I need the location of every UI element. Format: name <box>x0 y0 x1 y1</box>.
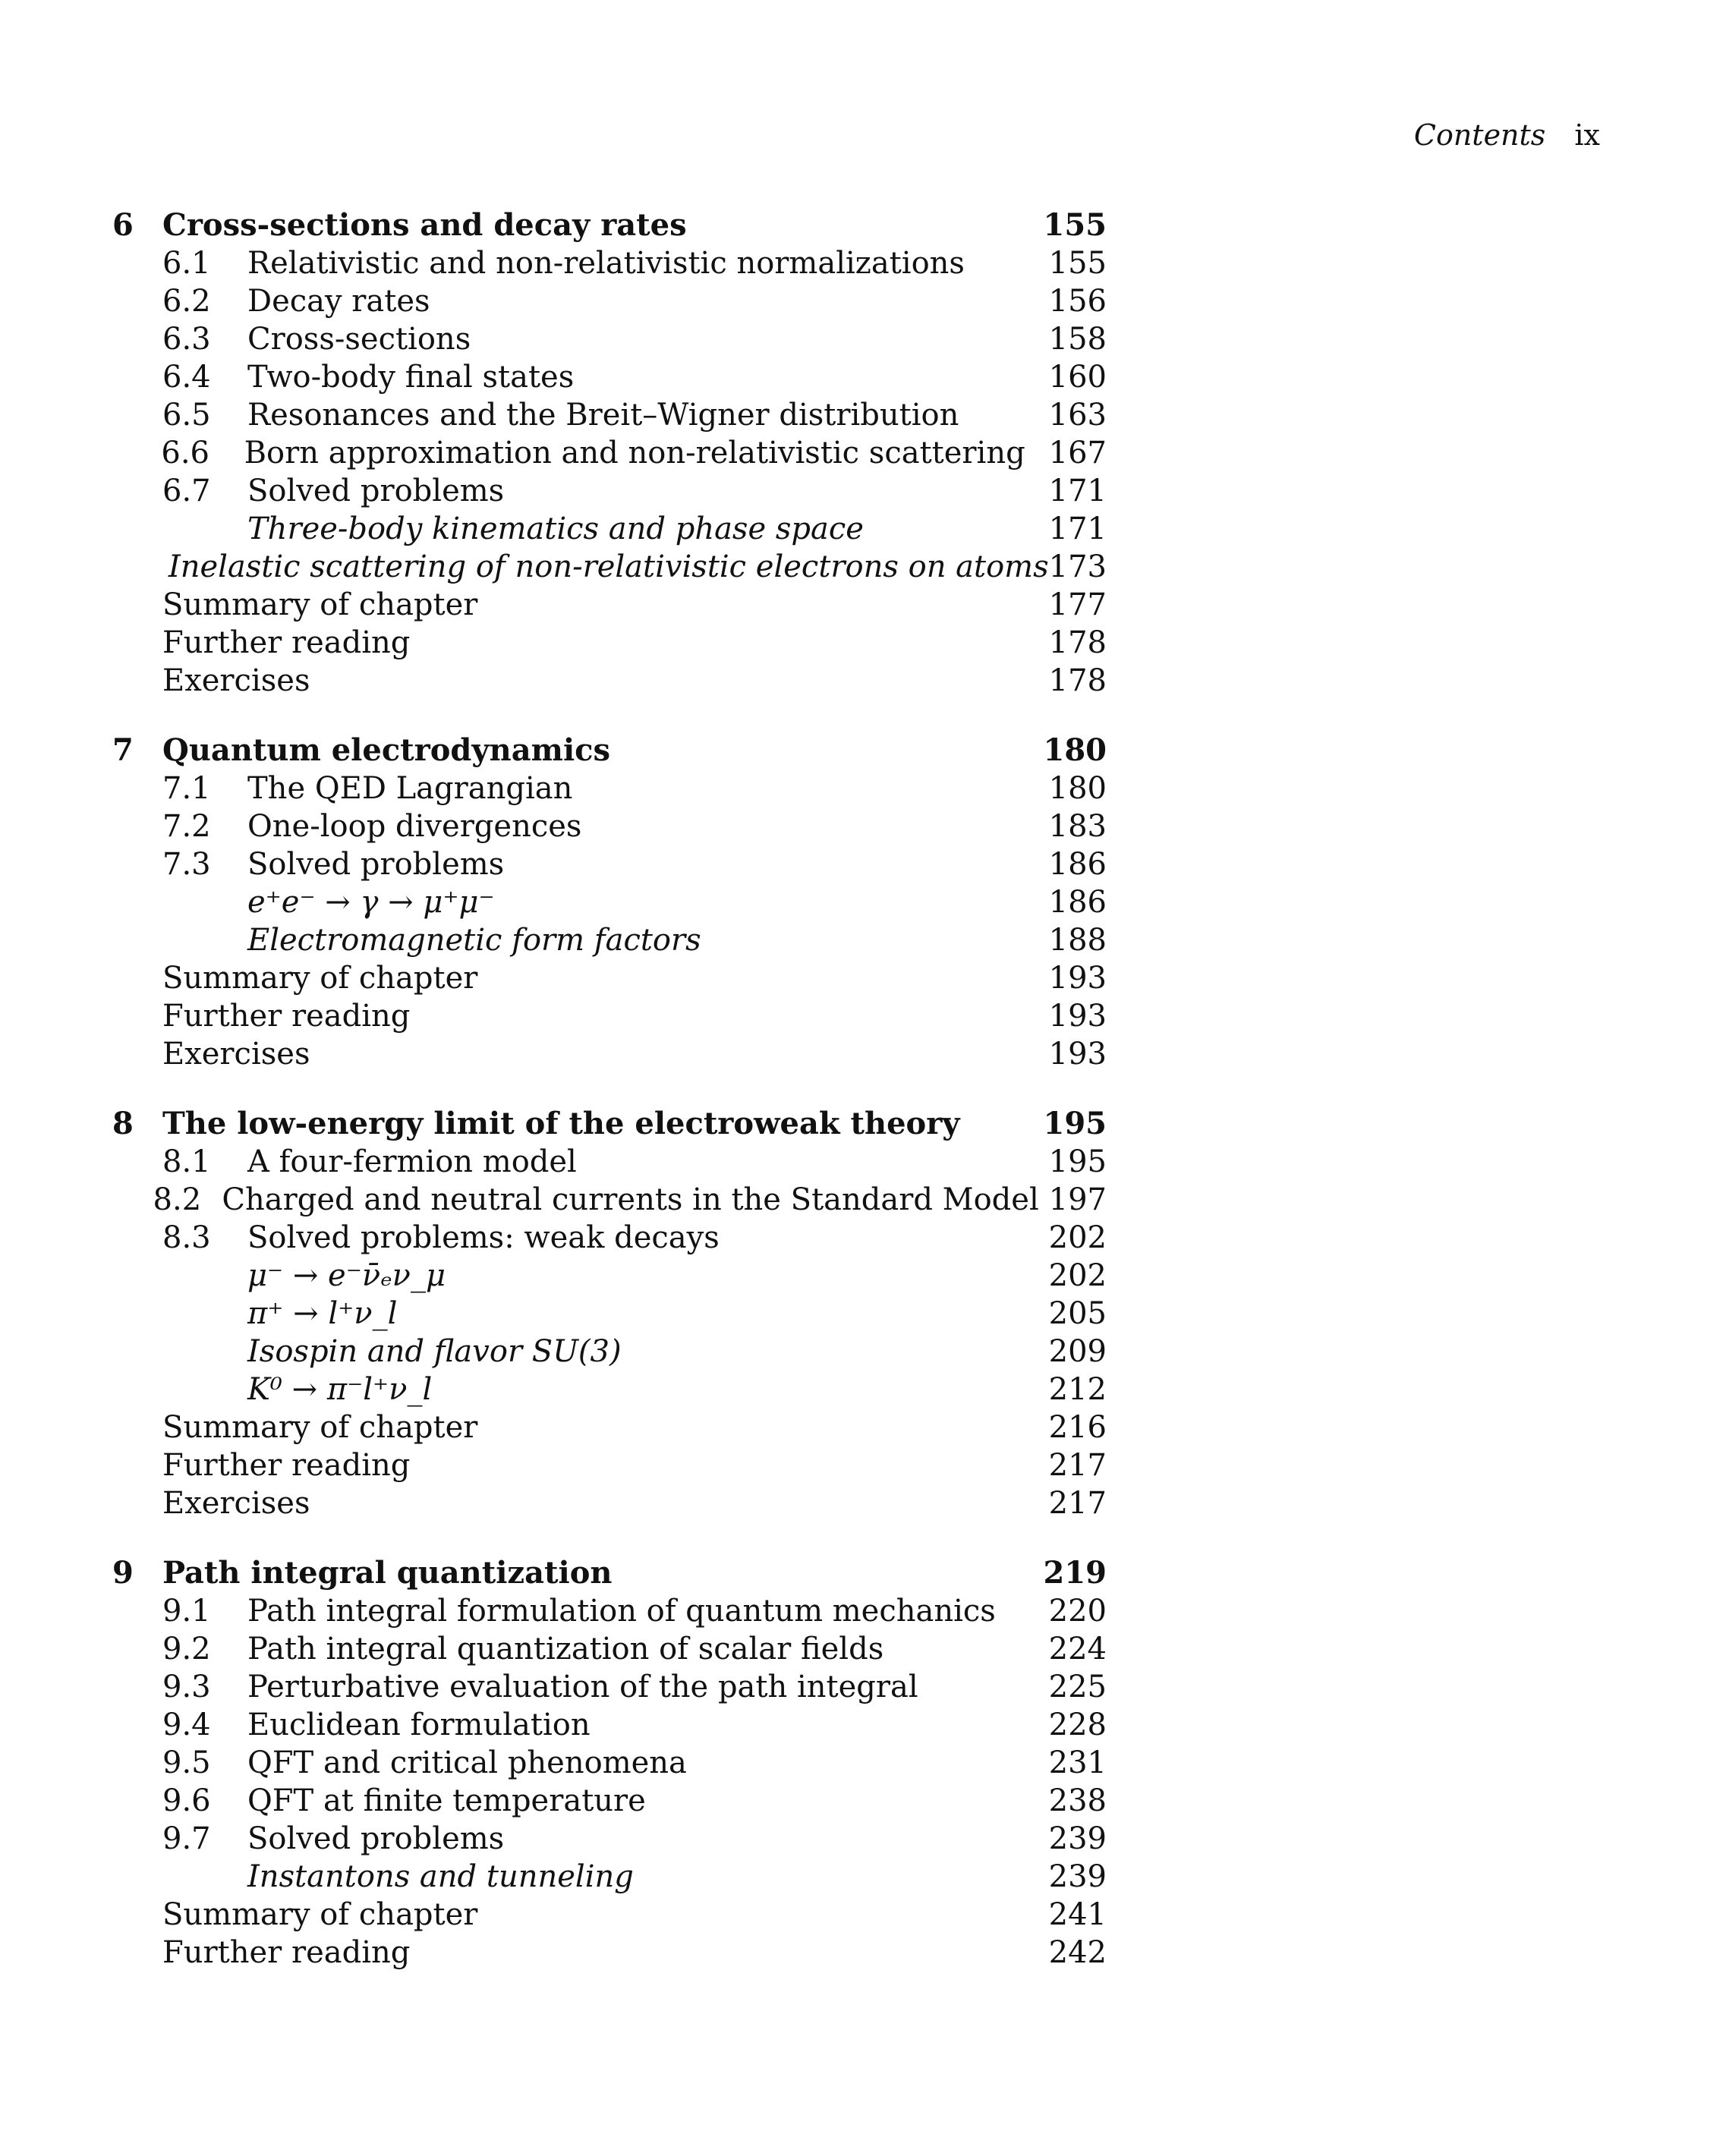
extra-title: Summary of chapter <box>162 1897 478 1932</box>
extra-page: 193 <box>1048 999 1107 1034</box>
section-title: Born approximation and non-relativistic scattering <box>244 436 1025 471</box>
section-title: Two-body final states <box>247 360 575 395</box>
section-title: Resonances and the Breit–Wigner distribution <box>247 398 959 433</box>
problem-title: Instantons and tunneling <box>247 1859 634 1894</box>
section-title: Solved problems <box>247 1821 505 1856</box>
chapter-extra-entry[interactable] <box>112 959 1107 997</box>
section-entry[interactable] <box>112 1630 1107 1668</box>
chapter-extra-entry[interactable] <box>112 1035 1107 1073</box>
chapter-number: 8 <box>112 1106 134 1141</box>
section-title: Solved problems: weak decays <box>247 1220 720 1255</box>
section-entry[interactable] <box>112 1592 1107 1630</box>
solved-problem-entry[interactable] <box>112 1858 1107 1896</box>
problem-page: 205 <box>1048 1296 1107 1331</box>
section-page: 171 <box>1048 474 1107 508</box>
chapter-heading[interactable] <box>112 1554 1107 1592</box>
section-page: 156 <box>1048 284 1107 319</box>
section-number: 9.3 <box>162 1670 211 1704</box>
extra-title: Exercises <box>162 663 310 698</box>
problem-page: 173 <box>1048 549 1107 584</box>
chapter-page: 180 <box>1043 732 1107 768</box>
solved-problem-entry[interactable] <box>112 510 1107 548</box>
section-page: 167 <box>1048 436 1107 471</box>
solved-problem-entry[interactable] <box>112 1257 1107 1295</box>
extra-title: Summary of chapter <box>162 587 478 622</box>
section-title: Path integral formulation of quantum mechanics <box>247 1594 996 1629</box>
section-entry[interactable] <box>112 1143 1107 1181</box>
section-number: 6.1 <box>162 246 211 281</box>
problem-page: 188 <box>1048 923 1107 958</box>
section-number: 6.6 <box>161 436 210 471</box>
extra-page: 178 <box>1048 663 1107 698</box>
section-title: A four-fermion model <box>247 1144 577 1179</box>
chapter-page: 195 <box>1043 1106 1107 1141</box>
section-page: 220 <box>1048 1594 1107 1629</box>
header-title: Contents <box>1413 118 1546 152</box>
section-number: 6.5 <box>162 398 211 433</box>
running-header <box>1414 112 1600 158</box>
section-page: 160 <box>1048 360 1107 395</box>
section-title: QFT at finite temperature <box>247 1783 646 1818</box>
section-entry[interactable] <box>112 807 1107 845</box>
section-page: 231 <box>1048 1745 1107 1780</box>
section-number: 7.2 <box>162 809 211 844</box>
section-number: 7.3 <box>162 847 211 882</box>
extra-title: Further reading <box>162 999 411 1034</box>
section-page: 195 <box>1048 1144 1107 1179</box>
solved-problem-entry[interactable] <box>112 883 1107 921</box>
problem-page: 239 <box>1048 1859 1107 1894</box>
section-entry[interactable] <box>112 434 1107 472</box>
problem-title: Electromagnetic form factors <box>247 923 701 958</box>
problem-page: 186 <box>1048 885 1107 920</box>
chapter-number: 7 <box>112 732 134 768</box>
chapter-extra-entry[interactable] <box>112 1446 1107 1484</box>
chapter-title: Quantum electrodynamics <box>162 732 611 768</box>
section-number: 9.5 <box>162 1745 211 1780</box>
section-entry[interactable] <box>112 845 1107 883</box>
section-title: One-loop divergences <box>247 809 582 844</box>
section-title: Perturbative evaluation of the path integral <box>247 1670 918 1704</box>
section-title: Decay rates <box>247 284 430 319</box>
section-number: 9.6 <box>162 1783 211 1818</box>
chapter-extra-entry[interactable] <box>112 586 1107 624</box>
section-title: QFT and critical phenomena <box>247 1745 687 1780</box>
extra-title: Summary of chapter <box>162 1410 478 1445</box>
extra-title: Further reading <box>162 625 411 660</box>
extra-page: 217 <box>1048 1486 1107 1521</box>
section-entry[interactable] <box>112 1706 1107 1744</box>
chapter-block <box>112 732 1107 1073</box>
problem-title: μ⁻ → e⁻ν̄ₑν_μ <box>247 1258 446 1293</box>
section-number: 8.3 <box>162 1220 211 1255</box>
section-page: 197 <box>1048 1182 1107 1217</box>
section-entry[interactable] <box>112 1820 1107 1858</box>
extra-page: 178 <box>1048 625 1107 660</box>
solved-problem-entry[interactable] <box>112 1333 1107 1371</box>
section-entry[interactable] <box>112 1219 1107 1257</box>
section-title: Euclidean formulation <box>247 1707 591 1742</box>
section-entry[interactable] <box>112 396 1107 434</box>
section-entry[interactable] <box>112 244 1107 282</box>
section-title: Solved problems <box>247 847 505 882</box>
chapter-heading[interactable] <box>112 1105 1107 1143</box>
chapter-heading[interactable] <box>112 732 1107 770</box>
chapter-extra-entry[interactable] <box>112 1408 1107 1446</box>
section-entry[interactable] <box>112 320 1107 358</box>
section-number: 7.1 <box>162 771 211 806</box>
problem-page: 212 <box>1048 1372 1107 1407</box>
section-number: 6.4 <box>162 360 211 395</box>
section-title: The QED Lagrangian <box>247 771 573 806</box>
table-of-contents <box>112 206 1107 2003</box>
section-page: 186 <box>1048 847 1107 882</box>
section-number: 8.1 <box>162 1144 211 1179</box>
chapter-extra-entry[interactable] <box>112 1934 1107 1972</box>
section-number: 6.3 <box>162 322 211 357</box>
extra-title: Exercises <box>162 1486 310 1521</box>
solved-problem-entry[interactable] <box>112 921 1107 959</box>
chapter-extra-entry[interactable] <box>112 997 1107 1035</box>
problem-title: K⁰ → π⁻l⁺ν_l <box>247 1372 433 1407</box>
section-page: 238 <box>1048 1783 1107 1818</box>
section-page: 163 <box>1048 398 1107 433</box>
chapter-extra-entry[interactable] <box>112 1896 1107 1934</box>
problem-title: Three-body kinematics and phase space <box>247 511 864 546</box>
section-entry[interactable] <box>112 472 1107 510</box>
chapter-block <box>112 1554 1107 1972</box>
chapter-number: 6 <box>112 207 134 243</box>
chapter-page: 155 <box>1043 207 1107 243</box>
section-page: 239 <box>1048 1821 1107 1856</box>
chapter-number: 9 <box>112 1555 134 1591</box>
extra-page: 241 <box>1048 1897 1107 1932</box>
section-entry[interactable] <box>112 770 1107 807</box>
section-title: Cross-sections <box>247 322 471 357</box>
section-entry[interactable] <box>112 1782 1107 1820</box>
chapter-extra-entry[interactable] <box>112 624 1107 662</box>
section-page: 225 <box>1048 1670 1107 1704</box>
extra-page: 177 <box>1048 587 1107 622</box>
problem-page: 209 <box>1048 1334 1107 1369</box>
extra-page: 217 <box>1048 1448 1107 1483</box>
section-title: Path integral quantization of scalar fields <box>247 1632 884 1667</box>
section-entry[interactable] <box>112 1181 1107 1219</box>
chapter-extra-entry[interactable] <box>112 662 1107 700</box>
chapter-title: Path integral quantization <box>162 1555 613 1591</box>
extra-title: Exercises <box>162 1037 310 1072</box>
section-page: 183 <box>1048 809 1107 844</box>
extra-page: 193 <box>1048 1037 1107 1072</box>
extra-title: Further reading <box>162 1448 411 1483</box>
solved-problem-entry[interactable] <box>112 1371 1107 1408</box>
section-page: 180 <box>1048 771 1107 806</box>
section-entry[interactable] <box>112 1668 1107 1706</box>
section-number: 9.2 <box>162 1632 211 1667</box>
chapter-title: Cross-sections and decay rates <box>162 207 687 243</box>
solved-problem-entry[interactable] <box>112 1295 1107 1333</box>
section-page: 228 <box>1048 1707 1107 1742</box>
section-number: 8.2 <box>153 1182 202 1217</box>
problem-title: Inelastic scattering of non-relativistic electrons on atoms <box>168 549 1049 584</box>
section-title: Solved problems <box>247 474 505 508</box>
section-entry[interactable] <box>112 1744 1107 1782</box>
extra-title: Summary of chapter <box>162 961 478 996</box>
section-title: Relativistic and non-relativistic normalizations <box>247 246 965 281</box>
chapter-block <box>112 206 1107 700</box>
extra-page: 193 <box>1048 961 1107 996</box>
chapter-block <box>112 1105 1107 1522</box>
header-page-number: ix <box>1574 118 1600 152</box>
chapter-title: The low-energy limit of the electroweak theory <box>162 1106 960 1141</box>
section-page: 224 <box>1048 1632 1107 1667</box>
chapter-heading[interactable] <box>112 206 1107 244</box>
problem-title: Isospin and flavor SU(3) <box>247 1334 622 1369</box>
section-number: 9.4 <box>162 1707 211 1742</box>
section-entry[interactable] <box>112 282 1107 320</box>
chapter-page: 219 <box>1043 1555 1107 1591</box>
section-number: 9.1 <box>162 1594 211 1629</box>
extra-title: Further reading <box>162 1935 411 1970</box>
section-number: 9.7 <box>162 1821 211 1856</box>
chapter-extra-entry[interactable] <box>112 1484 1107 1522</box>
problem-title: e⁺e⁻ → γ → μ⁺μ⁻ <box>247 885 495 920</box>
extra-page: 216 <box>1048 1410 1107 1445</box>
extra-page: 242 <box>1048 1935 1107 1970</box>
section-page: 158 <box>1048 322 1107 357</box>
problem-title: π⁺ → l⁺ν_l <box>247 1296 398 1331</box>
problem-page: 171 <box>1048 511 1107 546</box>
section-entry[interactable] <box>112 358 1107 396</box>
section-page: 202 <box>1048 1220 1107 1255</box>
solved-problem-entry[interactable] <box>112 548 1107 586</box>
section-number: 6.2 <box>162 284 211 319</box>
section-number: 6.7 <box>162 474 211 508</box>
section-title: Charged and neutral currents in the Standard Model <box>222 1182 1039 1217</box>
problem-page: 202 <box>1048 1258 1107 1293</box>
section-page: 155 <box>1048 246 1107 281</box>
